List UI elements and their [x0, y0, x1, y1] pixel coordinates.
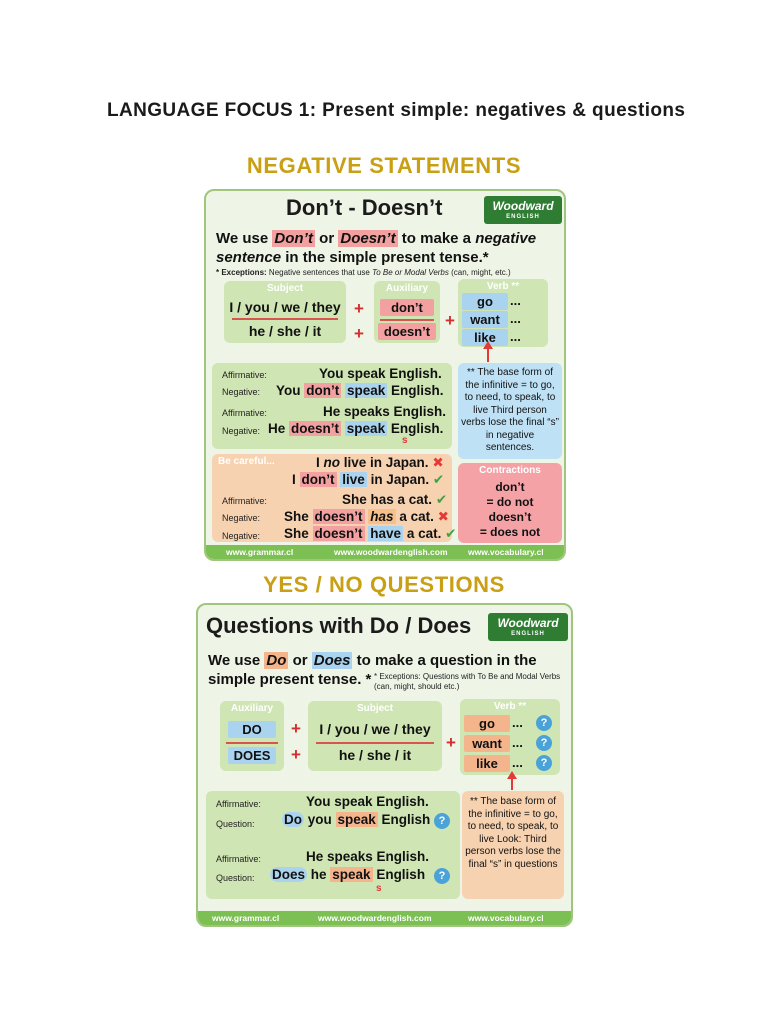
subject-plural: I / you / we / they — [229, 299, 341, 315]
note-italic: To Be or Modal Verbs — [372, 268, 449, 277]
careful-l5-post: a cat. — [403, 526, 442, 541]
careful-line4 — [284, 509, 449, 525]
careful-l5-aux: doesn’t — [314, 526, 363, 541]
ellipsis: ... — [512, 715, 523, 730]
intro-negative: negative — [475, 230, 537, 247]
subject-singular: he / she / it — [338, 747, 412, 763]
example2-affirmative: He speaks English. — [323, 404, 447, 419]
base-form-text: ** The base form of the infinitive = to go, to need, to speak, to live Look: Third person verbs lose the final “s” in questions — [465, 796, 561, 870]
note-bold: * Exceptions: — [216, 268, 267, 277]
subject-plural: I / you / we / they — [319, 721, 431, 737]
subject-label: Subject — [356, 703, 394, 714]
card-footer — [206, 545, 564, 559]
contraction-does-not: = does not — [479, 525, 541, 539]
cross-icon: ✖ — [437, 509, 449, 524]
careful-l4-post: a cat. — [395, 509, 434, 524]
ex1-post: English. — [387, 383, 444, 398]
verb-box — [458, 279, 548, 347]
ex2-post: English — [372, 867, 426, 882]
affirmative-label: Affirmative: — [222, 496, 267, 506]
affirmative-label: Affirmative: — [222, 370, 267, 380]
verb-go: go — [462, 293, 508, 310]
woodward-logo — [488, 613, 568, 641]
intro-do: Do — [266, 652, 287, 669]
auxiliary-label: Auxiliary — [385, 283, 429, 294]
be-careful-label: Be careful... — [218, 456, 275, 467]
footer-link-vocabulary[interactable]: www.vocabulary.cl — [468, 547, 544, 557]
logo-text: Woodward — [492, 199, 554, 213]
verb-like: like — [464, 755, 510, 772]
affirmative-label: Affirmative: — [216, 854, 261, 864]
intro-mid: to make a — [397, 230, 476, 247]
careful-l4-aux: doesn’t — [314, 509, 363, 524]
logo-subtext: ENGLISH — [511, 631, 545, 637]
negative-label: Negative: — [222, 387, 261, 397]
verb-label: Verb ** — [486, 281, 520, 292]
intro-post: in the simple present tense.* — [281, 249, 489, 266]
careful-l5-pre: She — [284, 526, 313, 541]
careful-line3 — [342, 492, 447, 508]
verb-like: like — [462, 329, 508, 346]
ellipsis: ... — [510, 293, 521, 308]
auxiliary-label: Auxiliary — [230, 703, 274, 714]
contraction-do-not: = do not — [486, 495, 534, 509]
intro-or: or — [288, 652, 312, 669]
card-title: Don’t - Doesn’t — [286, 195, 443, 220]
example1-affirmative: You speak English. — [306, 794, 429, 809]
question-mark-icon: ? — [536, 755, 552, 771]
intro-sentence: sentence — [216, 249, 282, 266]
subject-singular: he / she / it — [248, 323, 322, 339]
careful-l4-verb: has — [370, 509, 394, 524]
intro-or: or — [315, 230, 339, 247]
ex1-verb: speak — [337, 812, 376, 827]
exceptions-note — [216, 268, 561, 278]
careful-l2-post: in Japan. — [366, 472, 430, 487]
plus-sign: + — [291, 719, 301, 738]
verb-box — [460, 699, 560, 775]
ex2-pre: He — [268, 421, 290, 436]
footer-link-woodward[interactable]: www.woodwardenglish.com — [318, 913, 432, 923]
ex1-mid: you — [304, 812, 336, 827]
base-form-text: ** The base form of the infinitive = to go, to need, to speak, to live Third person verbs lose the final “s” in negative sentences. — [461, 367, 559, 453]
dropped-s: s — [376, 883, 382, 894]
ex1-aux: Do — [284, 812, 302, 827]
example1-question — [282, 812, 430, 827]
subject-box — [224, 281, 346, 343]
careful-l2-pre: I — [292, 472, 300, 487]
intro-pre: We use — [208, 652, 265, 669]
verb-label: Verb ** — [493, 701, 527, 712]
intro-text — [216, 229, 561, 267]
careful-line5 — [284, 526, 456, 542]
example1-negative — [276, 383, 444, 398]
negative-label: Negative: — [222, 513, 261, 523]
ex2-verb: speak — [332, 867, 371, 882]
ellipsis: ... — [510, 311, 521, 326]
question-mark-icon: ? — [434, 868, 450, 884]
ex1-pre: You — [276, 383, 305, 398]
plus-sign: + — [446, 733, 456, 752]
plus-sign: + — [354, 299, 364, 318]
footer-link-woodward[interactable]: www.woodwardenglish.com — [334, 547, 448, 557]
careful-l4-pre: She — [284, 509, 313, 524]
example1-affirmative: You speak English. — [319, 366, 442, 381]
aux-doesnt: doesn’t — [378, 323, 436, 340]
verb-want: want — [462, 311, 508, 328]
question-mark-icon: ? — [536, 715, 552, 731]
negative-label: Negative: — [222, 531, 261, 541]
divider-line — [380, 319, 434, 321]
question-label: Question: — [216, 819, 255, 829]
logo-subtext: ENGLISH — [506, 214, 540, 220]
ellipsis: ... — [510, 329, 521, 344]
auxiliary-box — [374, 281, 440, 343]
intro-dont: Don’t — [274, 230, 314, 247]
ex2-verb: speak — [346, 421, 386, 436]
plus-sign: + — [291, 745, 301, 764]
ex2-aux: doesn’t — [291, 421, 340, 436]
negative-label: Negative: — [222, 426, 261, 436]
question-mark-icon: ? — [434, 813, 450, 829]
logo-text: Woodward — [497, 616, 559, 630]
ellipsis: ... — [512, 735, 523, 750]
document-heading: LANGUAGE FOCUS 1: Present simple: negatives & questions — [107, 100, 686, 121]
note-end: (can, might, etc.) — [448, 268, 511, 277]
question-label: Question: — [216, 873, 255, 883]
divider-line — [226, 742, 278, 744]
contraction-dont: don’t — [495, 480, 525, 494]
negative-statements-card — [204, 189, 566, 561]
base-form-box — [462, 791, 564, 899]
intro-line2: simple present tense. * — [208, 671, 372, 688]
card-footer — [198, 911, 571, 925]
ex2-post: English. — [387, 421, 444, 436]
careful-line1 — [316, 455, 444, 471]
section-title-questions: YES / NO QUESTIONS — [263, 572, 505, 597]
arrow-stem — [487, 348, 489, 362]
example2-negative — [268, 421, 443, 436]
auxiliary-box — [220, 701, 284, 771]
aux-do: DO — [228, 721, 276, 738]
woodward-logo — [484, 196, 562, 224]
arrow-stem — [511, 778, 513, 790]
contractions-label: Contractions — [479, 465, 541, 476]
footer-link-grammar[interactable]: www.grammar.cl — [226, 547, 294, 557]
verb-go: go — [464, 715, 510, 732]
plus-sign: + — [354, 324, 364, 343]
ex1-aux: don’t — [306, 383, 340, 398]
example2-affirmative: He speaks English. — [306, 849, 430, 864]
affirmative-label: Affirmative: — [216, 799, 261, 809]
aux-does: DOES — [228, 747, 276, 764]
footer-link-grammar[interactable]: www.grammar.cl — [212, 913, 280, 923]
intro-post: to make a question in the — [352, 652, 537, 669]
check-icon: ✔ — [435, 492, 448, 507]
ellipsis: ... — [512, 755, 523, 770]
intro-does: Does — [313, 652, 351, 669]
careful-l2-verb: live — [342, 472, 365, 487]
ex2-mid: he — [307, 867, 331, 882]
affirmative-label: Affirmative: — [222, 408, 267, 418]
subject-box — [308, 701, 442, 771]
ex1-post: English — [377, 812, 431, 827]
careful-l5-verb: have — [370, 526, 402, 541]
contractions-box — [458, 463, 562, 543]
contraction-doesnt: doesn’t — [488, 510, 532, 524]
note-rest: Negative sentences that use — [266, 268, 373, 277]
intro-pre: We use — [216, 230, 273, 247]
plus-sign: + — [445, 311, 455, 330]
cross-icon: ✖ — [432, 455, 444, 470]
divider-line — [316, 742, 434, 744]
careful-l3: She has a cat. — [342, 492, 433, 507]
verb-want: want — [464, 735, 510, 752]
footer-link-vocabulary[interactable]: www.vocabulary.cl — [468, 913, 544, 923]
check-icon: ✔ — [445, 526, 457, 541]
questions-card — [196, 603, 573, 927]
question-mark-icon: ? — [536, 735, 552, 751]
ex2-aux: Does — [272, 867, 306, 882]
example2-question — [270, 867, 425, 882]
exceptions-note: * Exceptions: Questions with To Be and Modal Verbs (can, might, should etc.) — [374, 672, 561, 691]
card-title: Questions with Do / Does — [206, 613, 472, 638]
aux-dont: don’t — [380, 299, 434, 316]
careful-l1-no: no — [323, 455, 341, 470]
careful-l1-post: live in Japan. — [340, 455, 429, 470]
ex1-verb: speak — [347, 383, 386, 398]
careful-l2-aux: don’t — [301, 472, 335, 487]
subject-label: Subject — [266, 283, 304, 294]
careful-l1-pre: I — [316, 455, 324, 470]
dropped-s: s — [402, 435, 408, 446]
section-title-negative: NEGATIVE STATEMENTS — [246, 153, 522, 178]
check-icon: ✔ — [432, 472, 445, 487]
divider-line — [232, 318, 338, 320]
careful-line2 — [292, 472, 444, 488]
intro-doesnt: Doesn’t — [340, 230, 396, 247]
base-form-box — [458, 363, 562, 459]
